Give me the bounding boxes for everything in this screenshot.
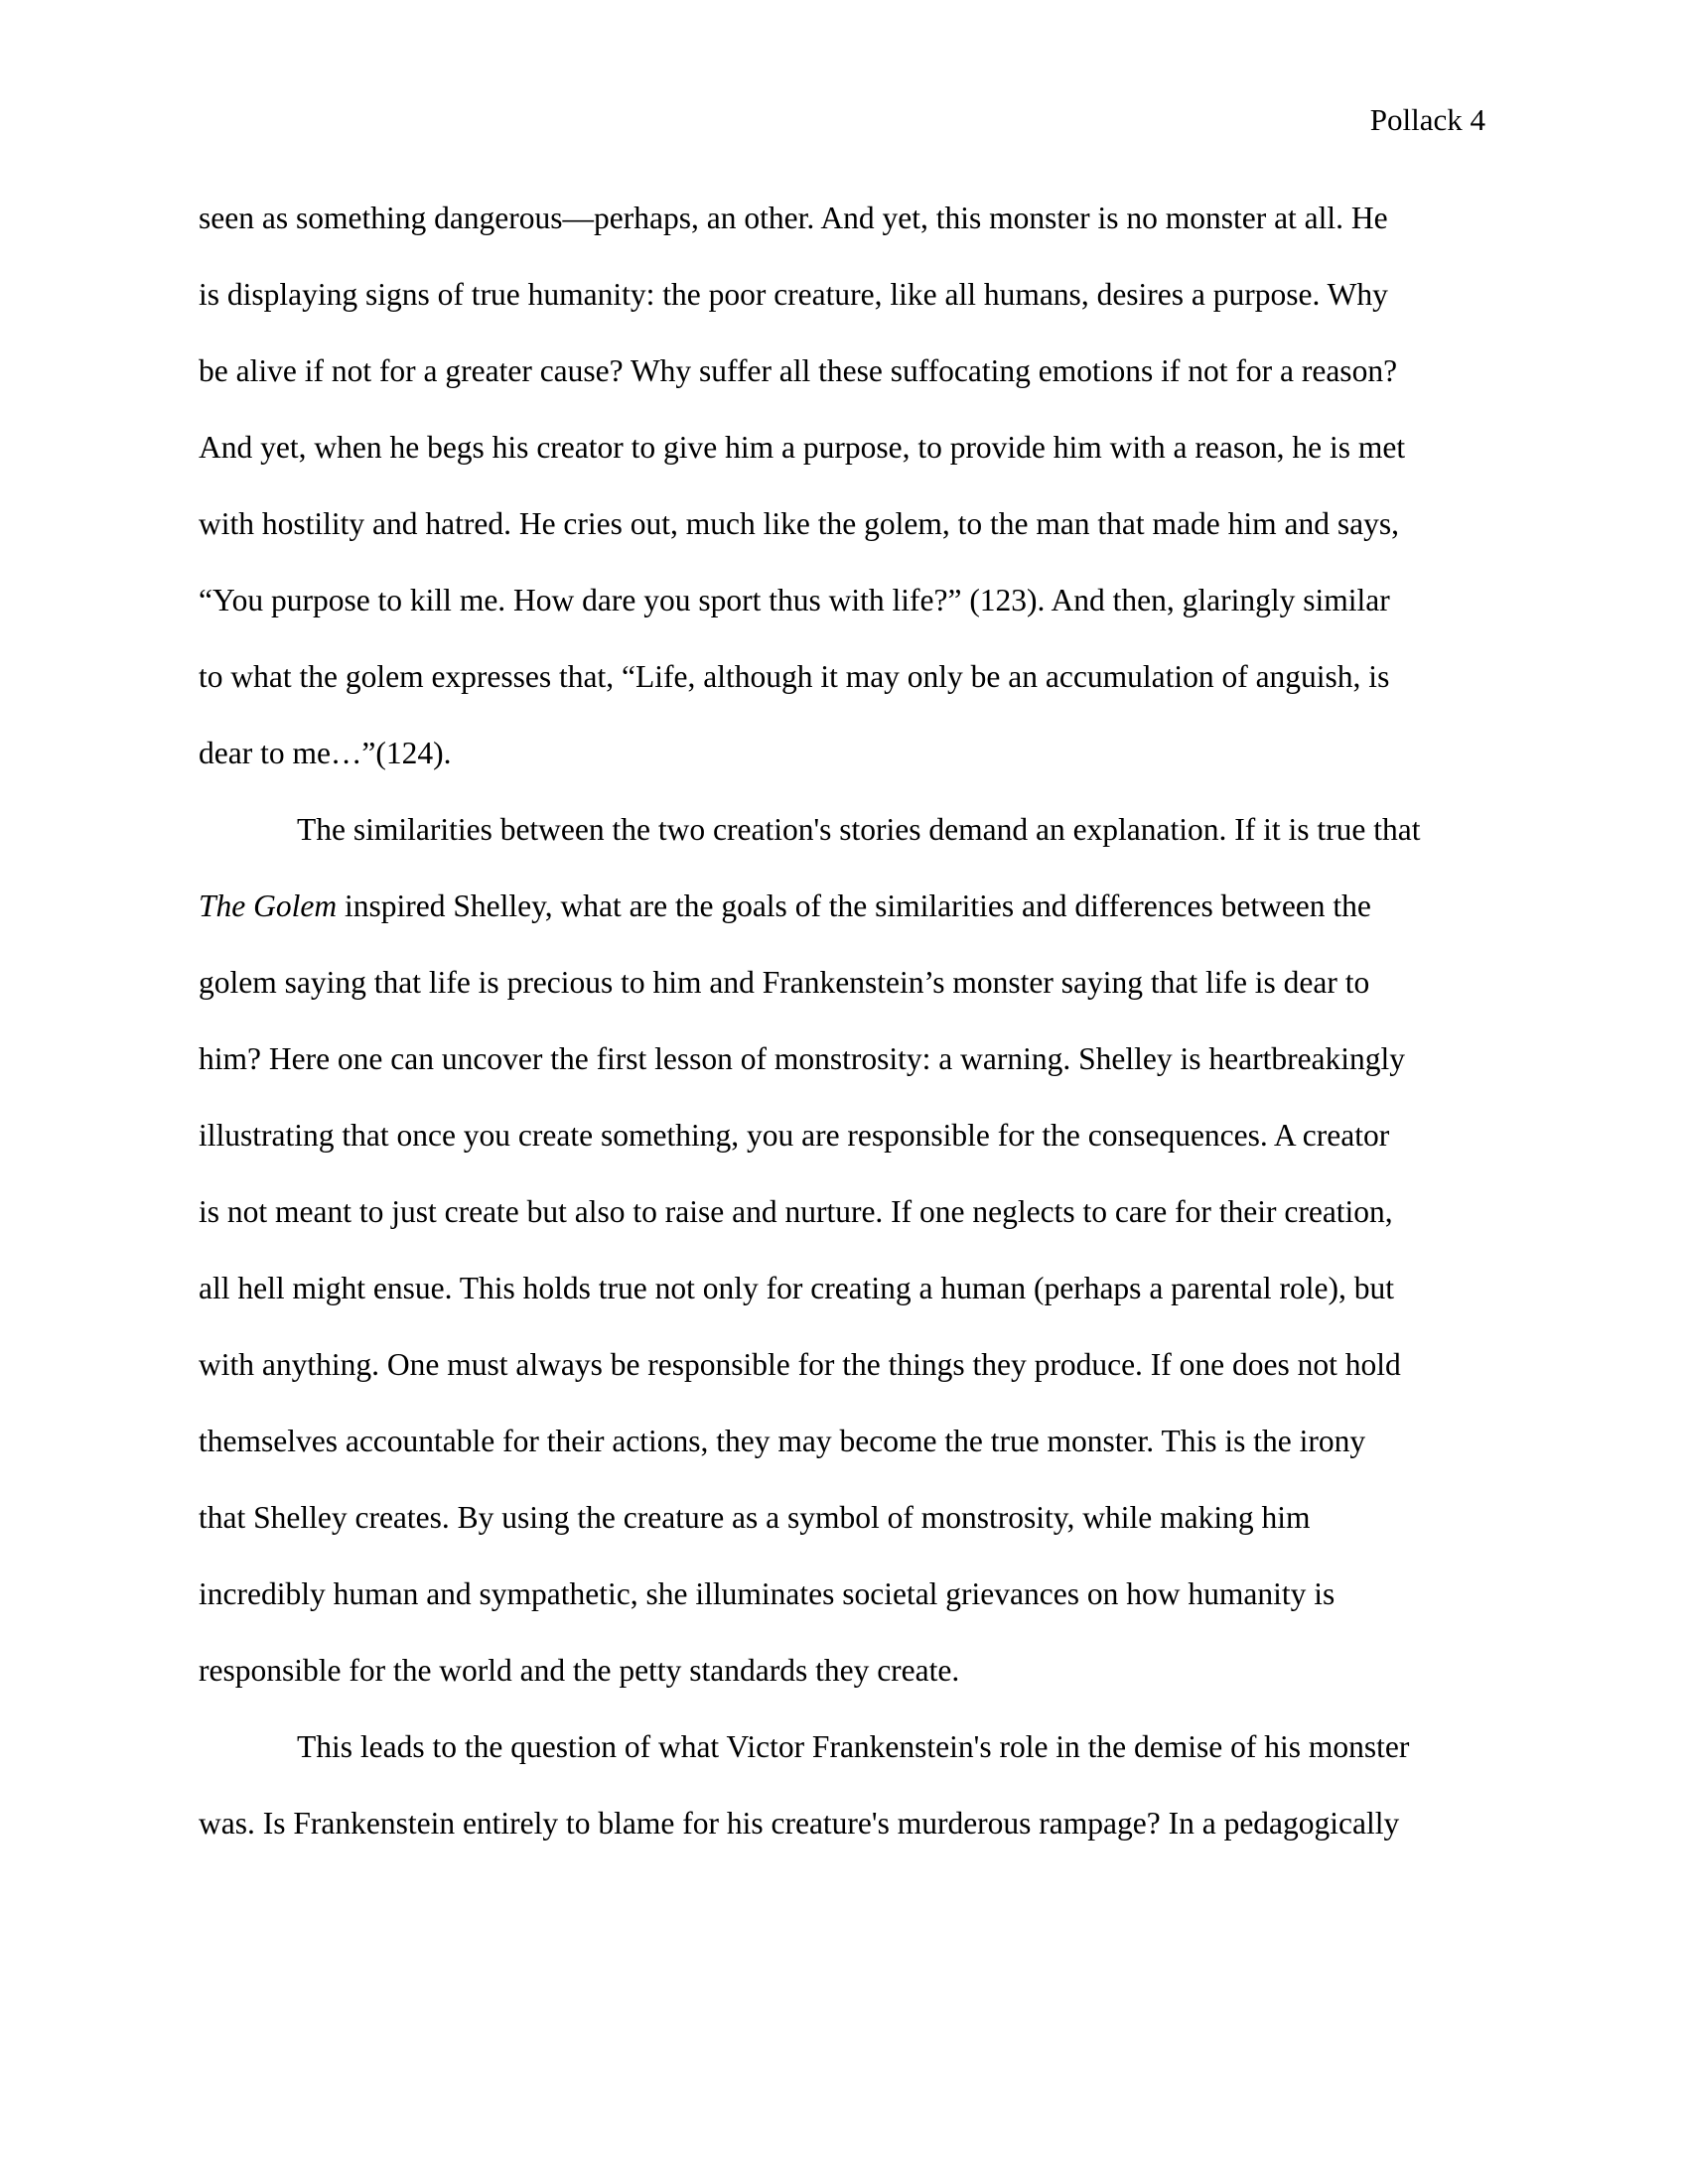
paragraph-line: illustrating that once you create something, you are responsible for the consequences. A creator <box>199 1118 1390 1153</box>
paragraph-line: responsible for the world and the petty standards they create. <box>199 1653 960 1688</box>
paragraph-line: was. Is Frankenstein entirely to blame for his creature's murderous rampage? In a pedagogically <box>199 1806 1400 1841</box>
paragraph-line: with anything. One must always be responsible for the things they produce. If one does not hold <box>199 1347 1401 1382</box>
book-title: The Golem <box>199 888 338 923</box>
running-head: Pollack 4 <box>1369 102 1485 137</box>
paragraph-line: “You purpose to kill me. How dare you sport thus with life?” (123). And then, glaringly similar <box>199 583 1390 617</box>
paragraph-line-text: inspired Shelley, what are the goals of the similarities and differences between the <box>337 888 1371 923</box>
paragraph-line: themselves accountable for their actions, they may become the true monster. This is the irony <box>199 1424 1366 1458</box>
paragraph-line: The similarities between the two creation's stories demand an explanation. If it is true that <box>297 812 1421 847</box>
paragraph-line: to what the golem expresses that, “Life, although it may only be an accumulation of anguish, is <box>199 659 1390 694</box>
paragraph-line: dear to me…”(124). <box>199 736 452 770</box>
paragraph-line: This leads to the question of what Victor Frankenstein's role in the demise of his monster <box>297 1729 1410 1764</box>
paragraph-line: him? Here one can uncover the first lesson of monstrosity: a warning. Shelley is heartbreakingly <box>199 1041 1406 1076</box>
paragraph-line: is displaying signs of true humanity: the poor creature, like all humans, desires a purpose. Why <box>199 277 1388 312</box>
paragraph-line: is not meant to just create but also to raise and nurture. If one neglects to care for their creation, <box>199 1194 1393 1229</box>
paragraph-line: incredibly human and sympathetic, she illuminates societal grievances on how humanity is <box>199 1576 1336 1611</box>
paragraph-line <box>199 887 1371 926</box>
paragraph-line: seen as something dangerous—perhaps, an other. And yet, this monster is no monster at all. He <box>199 201 1388 235</box>
paragraph-line: be alive if not for a greater cause? Why suffer all these suffocating emotions if not for a reason? <box>199 353 1398 388</box>
paragraph-line: golem saying that life is precious to him and Frankenstein’s monster saying that life is dear to <box>199 965 1370 1000</box>
paragraph-line: And yet, when he begs his creator to give him a purpose, to provide him with a reason, he is met <box>199 430 1406 465</box>
paragraph-line: with hostility and hatred. He cries out, much like the golem, to the man that made him and says, <box>199 506 1399 541</box>
paragraph-line: that Shelley creates. By using the creature as a symbol of monstrosity, while making him <box>199 1500 1311 1535</box>
paragraph-line: all hell might ensue. This holds true not only for creating a human (perhaps a parental role), but <box>199 1271 1394 1305</box>
